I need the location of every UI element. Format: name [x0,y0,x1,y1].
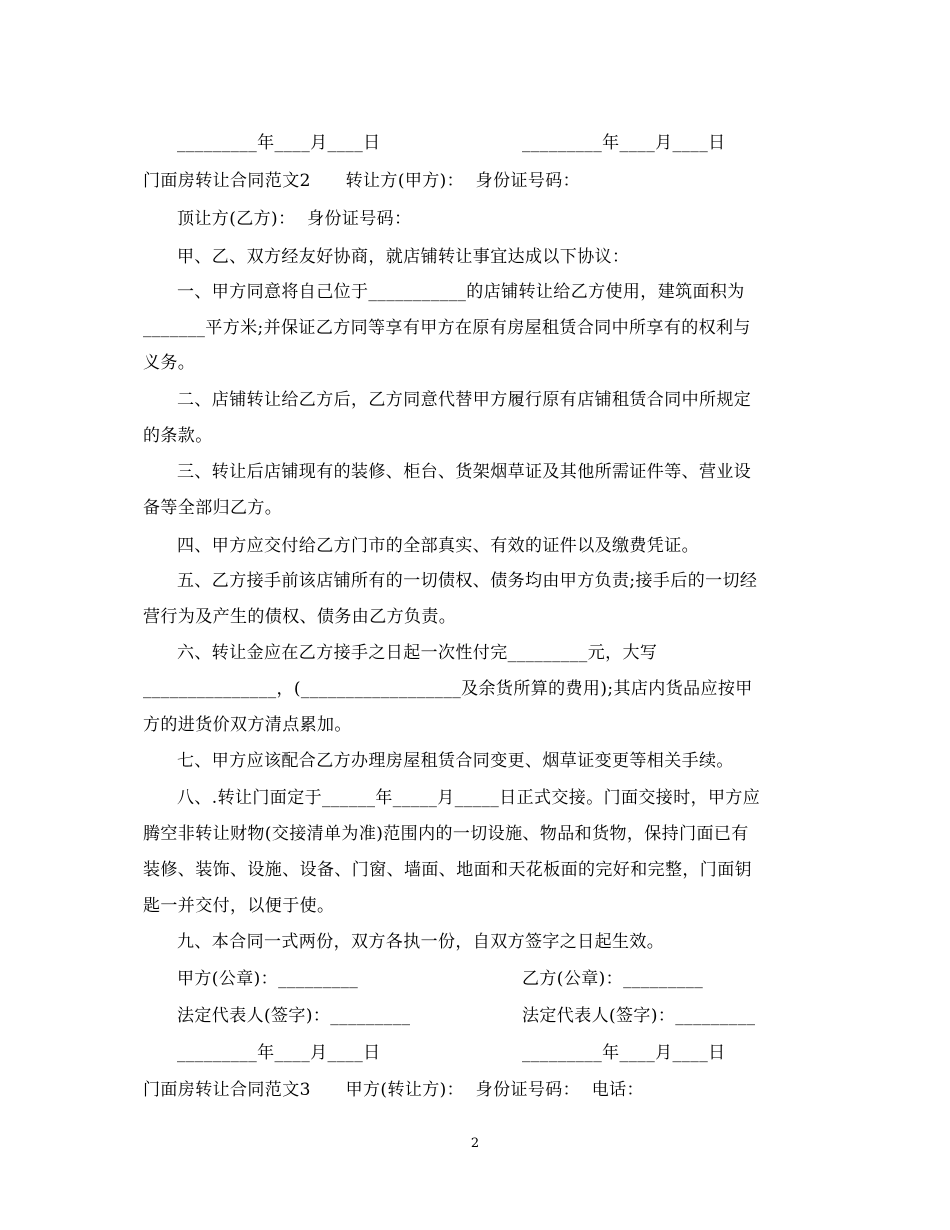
clause-2-line-2: 的条款。 [143,426,213,446]
paragraph-line: 甲、乙、双方经友好协商，就店铺转让事宜达成以下协议： [177,247,630,267]
clause-4: 四、甲方应交付给乙方门市的全部真实、有效的证件以及缴费凭证。 [177,536,699,556]
clause-8-line-1: 八、.转让门面定于______年_____月_____日正式交接。门面交接时，甲方应 [177,788,761,808]
page-number: 2 [470,1136,480,1151]
clause-8-line-3: 装修、装饰、设施、设备、门窗、墙面、地面和天花板面的完好和完整，门面钥 [143,860,752,880]
clause-2-line-1: 二、店铺转让给乙方后，乙方同意代替甲方履行原有店铺租赁合同中所规定 [177,390,752,410]
party-a-representative: 法定代表人(签字)：_________ [177,1006,411,1026]
clause-9: 九、本合同一式两份，双方各执一份，自双方签字之日起生效。 [177,932,665,952]
paragraph-line: 顶让方(乙方)： 身份证号码： [177,209,412,229]
clause-5-line-1: 五、乙方接手前该店铺所有的一切债权、债务均由甲方负责;接手后的一切经 [177,571,758,591]
clause-7: 七、甲方应该配合乙方办理房屋租赁合同变更、烟草证变更等相关手续。 [177,751,734,771]
clause-1-line-2: _______平方米;并保证乙方同等享有甲方在原有房屋租赁合同中所享有的权利与 [143,318,751,338]
clause-3-line-1: 三、转让后店铺现有的装修、柜台、货架烟草证及其他所需证件等、营业设 [177,462,752,482]
party-b-representative: 法定代表人(签字)：_________ [522,1006,756,1026]
clause-6-line-2: _______________，(__________________及余货所算的费用);其店内货品应按甲 [143,679,753,699]
date-line-left-2: _________年____月____日 [177,1043,381,1063]
party-a-seal: 甲方(公章)：_________ [177,969,359,989]
section-heading-2: 门面房转让合同范文2 转让方(甲方)： 身份证号码： [143,171,581,191]
date-line-right-2: _________年____月____日 [522,1043,726,1063]
date-line-left-1: _________年____月____日 [177,133,381,153]
section-heading-3: 门面房转让合同范文3 甲方(转让方)： 身份证号码： 电话： [143,1080,644,1100]
clause-6-line-1: 六、转让金应在乙方接手之日起一次性付完_________元，大写 [177,643,658,663]
clause-8-line-2: 腾空非转让财物(交接清单为准)范围内的一切设施、物品和货物，保持门面已有 [143,824,749,844]
party-b-seal: 乙方(公章)：_________ [522,969,704,989]
clause-5-line-2: 营行为及产生的债权、债务由乙方负责。 [143,607,457,627]
clause-3-line-2: 备等全部归乙方。 [143,498,283,518]
date-line-right-1: _________年____月____日 [522,133,726,153]
clause-6-line-3: 方的进货价双方清点累加。 [143,715,352,735]
clause-8-line-4: 匙一并交付，以便于使。 [143,896,335,916]
clause-1-line-1: 一、甲方同意将自己位于___________的店铺转让给乙方使用，建筑面积为 [177,282,745,302]
clause-1-line-3: 义务。 [143,353,196,373]
